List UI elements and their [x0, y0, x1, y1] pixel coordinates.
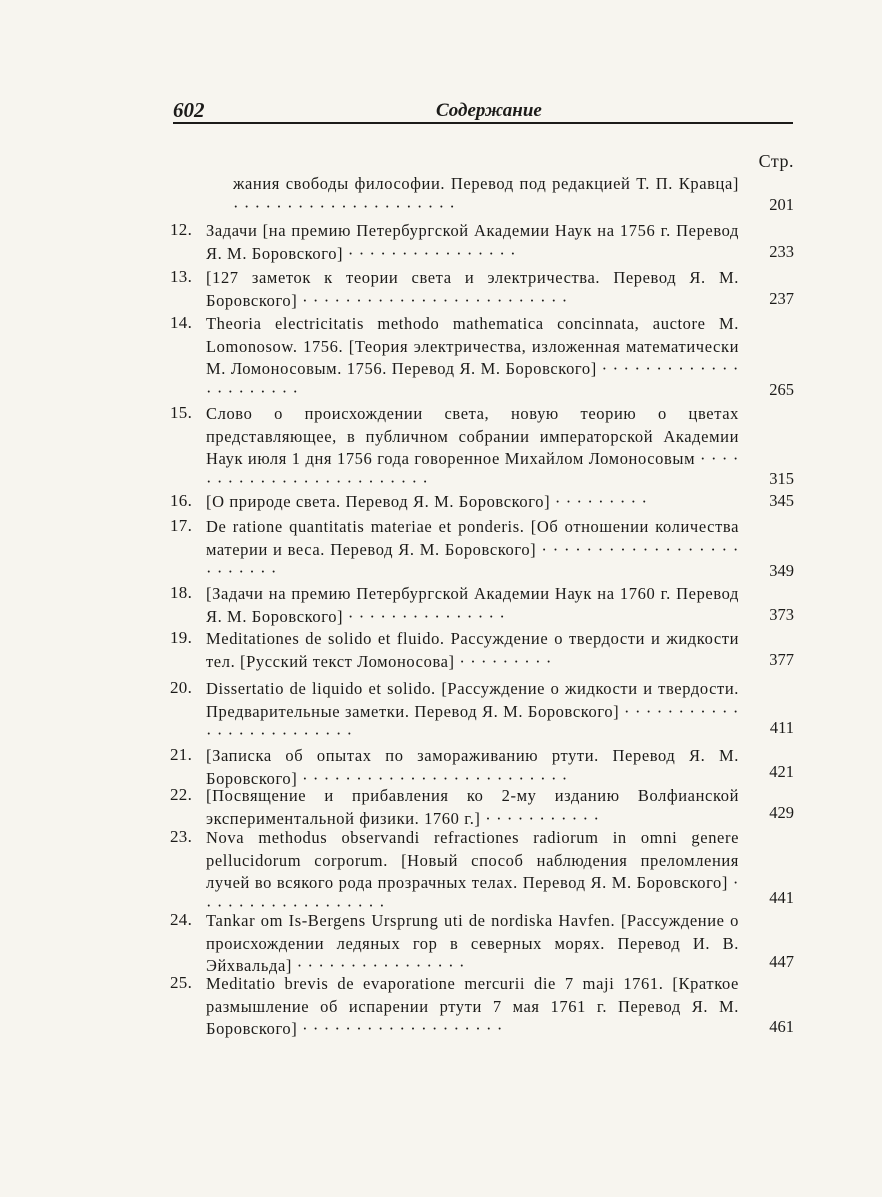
- entry-number: 18.: [170, 583, 193, 602]
- entry-text: Задачи [на премию Петербургской Академии Наук на 1756 г. Перевод Я. М. Боровского] · · · · · · · · · · · · · · · ·: [206, 221, 739, 263]
- entry-number: 13.: [170, 267, 193, 286]
- entry-text: Слово о происхождении света, новую теорию о цветах представляющее, в публичном собрании императорской Академии Наук июля 1 дня 1756 года говоренное Михайлом Ломоносовым · · · · · · · · · · · · · · · · · · · · · · · · ·: [206, 404, 739, 491]
- entry-text: Meditatio brevis de evaporatione mercurii die 7 maji 1761. [Краткое размышление об испарении ртути 7 мая 1761 г. Перевод Я. М. Боровского] · · · · · · · · · · · · · · · · · · ·: [206, 974, 739, 1038]
- entry-number: 20.: [170, 678, 193, 697]
- entry-text: Dissertatio de liquido et solido. [Рассуждение о жидкости и твердости. Предварительные заметки. Перевод Я. М. Боровского] · · · · · · · · · · · · · · · · · · · · · · · · ·: [206, 679, 739, 743]
- entry-number: 19.: [170, 628, 193, 647]
- entry-page: 441: [769, 888, 794, 907]
- entry-page: 201: [769, 195, 794, 214]
- entry-number: 17.: [170, 516, 193, 535]
- entry-page: 461: [769, 1017, 794, 1036]
- running-title: Содержание: [436, 100, 542, 121]
- entry-text: жания свободы философии. Перевод под редакцией Т. П. Кравца] · · · · · · · · · · · · · · · · · · · · ·: [233, 174, 739, 216]
- entry-number: 14.: [170, 313, 193, 332]
- entry-number: 16.: [170, 491, 193, 510]
- entry-number: 12.: [170, 220, 193, 239]
- entry-page: 377: [769, 650, 794, 669]
- entry-number: 21.: [170, 745, 193, 764]
- entry-number: 25.: [170, 973, 193, 992]
- entry-page: 411: [769, 718, 794, 737]
- entry-page: 233: [769, 242, 794, 261]
- entry-text: [О природе света. Перевод Я. М. Боровского] · · · · · · · · ·: [206, 492, 648, 511]
- entry-text: [Записка об опытах по замораживанию ртути. Перевод Я. М. Боровского] · · · · · · · · · · · · · · · · · · · · · · · · ·: [206, 746, 739, 788]
- entry-page: 345: [769, 491, 794, 510]
- entry-text: Nova methodus observandi refractiones radiorum in omni genere pellucidorum corporum. [Новый способ наблюдения преломления лучей во всякого рода прозрачных телах. Перевод Я. М. Боровского] · · · · · · · · · · · · · · · · · ·: [206, 828, 739, 915]
- entry-text: [127 заметок к теории света и электричества. Перевод Я. М. Боровского] · · · · · · · · · · · · · · · · · · · · · · · · ·: [206, 268, 739, 310]
- entry-text: Theoria electricitatis methodo mathematica concinnata, auctore M. Lomonosow. 1756. [Теория электричества, изложенная математически М. Ломоносовым. 1756. Перевод Я. М. Боровского] · · · · · · · · · · · · · · · · · · · · · ·: [206, 314, 739, 401]
- entry-page: 265: [769, 380, 794, 399]
- entry-number: 15.: [170, 403, 193, 422]
- page-number: 602: [173, 98, 205, 122]
- entry-page: 349: [769, 561, 794, 580]
- entry-page: 373: [769, 605, 794, 624]
- entry-page: 237: [769, 289, 794, 308]
- entry-page: 315: [769, 469, 794, 488]
- entry-page: 421: [769, 762, 794, 781]
- entry-number: 24.: [170, 910, 193, 929]
- header-rule: [173, 122, 793, 124]
- entry-text: [Задачи на премию Петербургской Академии Наук на 1760 г. Перевод Я. М. Боровского] · · · · · · · · · · · · · · ·: [206, 584, 739, 626]
- page-column-label: Стр.: [758, 151, 794, 171]
- entry-text: Tankar om Is-Bergens Ursprung uti de nordiska Havfen. [Рассуждение о происхождении ледяных гор в северных морях. Перевод И. В. Эйхвальда] · · · · · · · · · · · · · · · ·: [206, 911, 739, 975]
- entry-page: 447: [769, 952, 794, 971]
- entry-number: 23.: [170, 827, 193, 846]
- entry-text: Meditationes de solido et fluido. Рассуждение о твердости и жидкости тел. [Русский текст Ломоносова] · · · · · · · · ·: [206, 629, 739, 671]
- entry-text: De ratione quantitatis materiae et ponderis. [Об отношении количества материи и веса. Перевод Я. М. Боровского] · · · · · · · · · · · · · · · · · · · · · · · · ·: [206, 517, 739, 581]
- entry-page: 429: [769, 803, 794, 822]
- entry-number: 22.: [170, 785, 193, 804]
- entry-text: [Посвящение и прибавления ко 2-му изданию Волфианской экспериментальной физики. 1760 г.] · · · · · · · · · · ·: [206, 786, 739, 828]
